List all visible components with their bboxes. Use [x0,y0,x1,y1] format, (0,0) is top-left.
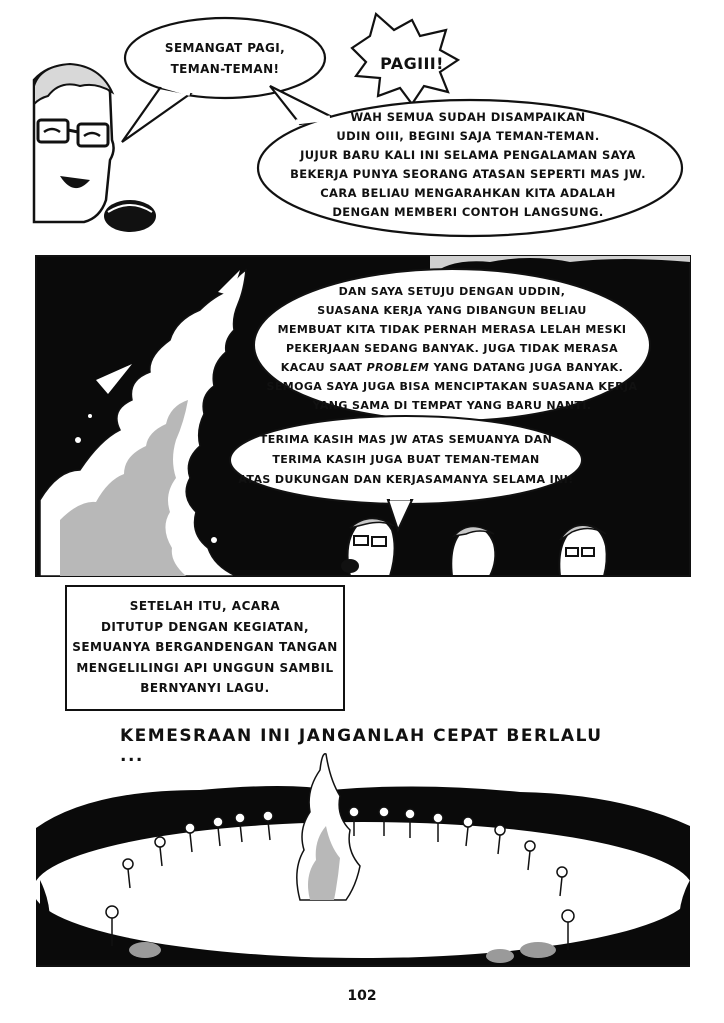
speech-bubble-panel1 [268,108,668,222]
page-number: 102 [347,988,377,1004]
greeting-bubble [135,38,315,80]
speech-line-6: DENGAN MEMBERI CONTOH LANGSUNG. [332,205,604,219]
speech-line-3: JUJUR BARU KALI INI SELAMA PENGALAMAN SAYA [300,148,636,162]
greeting-line-2: TEMAN-TEMAN! [170,62,280,76]
p2-bottom-line-3: ATAS DUKUNGAN DAN KERJASAMANYA SELAMA INI! [238,473,574,486]
speech-bubble-panel2-bottom [236,430,576,490]
p2-top-line-2: SUASANA KERJA YANG DIBANGUN BELIAU [317,304,587,317]
narration-line-4: MENGELILINGI API UNGGUN SAMBIL [76,660,334,675]
p2-top-line-4: PEKERJAAN SEDANG BANYAK. JUGA TIDAK MERASA [285,342,619,355]
p2-top-line-5-problem: PROBLEM [366,361,430,374]
narration-line-1: SETELAH ITU, ACARA [129,599,281,613]
speech-line-2: UDIN OIII, BEGINI SAJA TEMAN-TEMAN. [336,129,600,143]
p2-bottom-line-2: TERIMA KASIH JUGA BUAT TEMAN-TEMAN [272,453,540,466]
p2-top-line-6: SEMOGA SAYA JUGA BISA MENCIPTAKAN SUASANA KERJA [266,380,638,393]
speech-line-4: BEKERJA PUNYA SEORANG ATASAN SEPERTI MAS JW. [290,167,646,181]
shout-text: PAGIII! [380,54,444,73]
narration-line-2: DITUTUP DENGAN KEGIATAN, [100,619,310,634]
speech-line-5: CARA BELIAU MENGARAHKAN KITA ADALAH [320,186,616,200]
p2-top-line-5 [262,358,642,377]
panel1-character [34,64,156,232]
p2-top-line-5-b: YANG DATANG JUGA BANYAK. [429,361,624,374]
p2-top-line-1: DAN SAYA SETUJU DENGAN UDDIN, [338,285,566,298]
p2-top-line-5-a: KACAU SAAT [280,361,367,374]
panel3-caption: KEMESRAAN INI JANGANLAH CEPAT BERLALU ... [120,726,603,766]
narration-line-3: SEMUANYA BERGANDENGAN TANGAN [72,640,338,654]
p2-top-line-3: MEMBUAT KITA TIDAK PERNAH MERASA LELAH MESKI [277,323,627,336]
speech-line-1: WAH SEMUA SUDAH DISAMPAIKAN [350,110,586,124]
p2-top-line-7: YANG SAMA DI TEMPAT YANG BARU NANTI. [312,399,592,412]
narration-line-5: BERNYANYI LAGU. [140,681,270,695]
narration-box [70,596,340,699]
greeting-line-1: SEMANGAT PAGI, [164,41,286,55]
speech-bubble-panel2-top [262,282,642,415]
panel3-frame [33,754,693,966]
p2-bottom-line-1: TERIMA KASIH MAS JW ATAS SEMUANYA DAN [259,433,553,446]
